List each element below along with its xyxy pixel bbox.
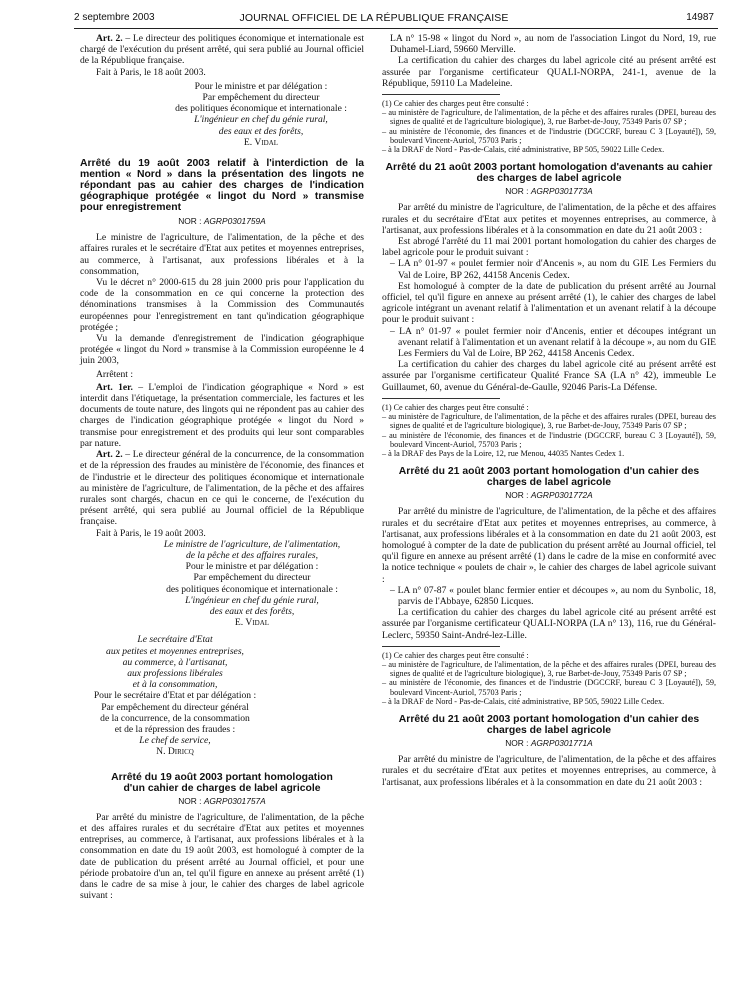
preamble: Par arrêté du ministre de l'agriculture, de l'alimentation, de la pêche et des affaires rurales et du secrétaire d'Etat aux petites et moyennes entreprises, au commerce, à l'artisanat, aux professions libérales et à la consommation en date du 21 août 2003 : [382,202,716,236]
fait-a-paris-2: Fait à Paris, le 19 août 2003. [96,527,206,539]
header-page-number: 14987 [686,12,714,23]
label-list-item: – LA n° 01-97 « poulet fermier noir d'Ancenis, entier et découpes intégrant un avenant relatif à l'alimentation et un avenant relatif à la découpe », au nom du GIE Les Fermiers du Val de Loire, BP 262, 44158 Ancenis Cedex. [390,325,716,360]
preamble: Le ministre de l'agriculture, de l'alimentation, de la pêche et des affaires rurales et le secrétaire d'Etat aux petites et moyennes entreprises, au commerce, à l'artisanat, aux professions libérales et à la consommation, [80,232,364,277]
page-header [0,0,748,32]
arrete-title-lingot-nord: Arrêté du 19 août 2003 relatif à l'interdiction de la mention « Nord » dans la présentation des lingots ne répondant pas au cahier des charges de l'indication géographique protégée « lingot du Nord » transmise pour enregistrement [80,158,364,214]
nor-reference: NOR : AGRP0301759A [178,216,266,227]
certification-paragraph: La certification du cahier des charges du label agricole cité au présent arrêté est assurée par l'organisme certificateur QUALI-NORPA, 241-1, avenue de la République, 59110 La Madeleine. [382,55,716,89]
right-column [382,33,716,788]
signature-block-2: Le ministre de l'agriculture, de l'alimentation, de la pêche et des affaires rurales, Pour le ministre et par délégation : Par empêchement du directeur des politiques économique et internationale : L'ingénieur en chef du génie rural, des eaux et des forêts, E. Vidal [140,539,364,629]
homologation-paragraph: Est homologué à compter de la date de publication du présent arrêté au Journal officiel, tel qu'il figure en annexe au présent arrêté (1), le cahier des charges de label agricole intégrant un avenant relatif à l'alimentation et un avenant relatif à la découpe pour le produit suivant : [382,280,716,326]
signature-block-1: Pour le ministre et par délégation : Par empêchement du directeur des politiques économique et internationale : L'ingénieur en chef du génie rural, des eaux et des forêts, E. Vidal [158,81,364,148]
homologation-paragraph: Par arrêté du ministre de l'agriculture, de l'alimentation, de la pêche et des affaires rurales et du secrétaire d'Etat aux petites et moyennes entreprises, au commerce, à l'artisanat, aux professions libérales et à la consommation en date du 21 août 2003, est homologué à compter de la date de publication du présent arrêté au Journal officiel, tel qu'il figure en annexe au présent arrêté (1) dans le cadre de la mise en conformité avec la notice technique « poulets de chair », le cahier des charges de label agricole suivant : [382,506,716,585]
nor-reference: NOR : AGRP0301771A [505,737,593,748]
footnote: (1) Ce cahier des charges peut être consulté : – au ministère de l'agriculture, de l'alimentation, de la pêche et des affaires rurales (DPEI, bureau des signes de qualité et de l'agriculture biologique), 3, rue Barbet-de-Jouy, 75349 Paris 07 SP ; – au ministère de l'économie, des finances et de l'industrie (DGCCRF, bureau C 3 [Loyauté]), 59, boulevard Vincent-Auriol, 75703 Paris ; – à la DRAF de Nord - Pas-de-Calais, cité administrative, BP 505, 59022 Lille Cedex. [382,650,716,706]
arrete-title-homologation: Arrêté du 21 août 2003 portant homologation d'un cahier des charges de label agricole [398,466,700,489]
signatory-name: N. Diricq [156,746,194,758]
article-2-previous: Art. 2. – Le directeur des politiques économique et internationale est chargé de l'exécution du présent arrêté, qui sera publié au Journal officiel de la République française. [80,33,365,67]
homologation-paragraph: Par arrêté du ministre de l'agriculture, de l'alimentation, de la pêche et des affaires rurales et du secrétaire d'Etat aux petites et moyennes entreprises, au commerce, à l'artisanat, aux professions libérales et à la consommation en date du 19 août 2003, est homologué à compter de la date de publication du présent arrêté au Journal officiel, et pour une période probatoire d'un an, tel qu'il figure en annexe au présent arrêté (1) dans le cadre de sa mise à jour, le cahier des charges de label agricole suivant : [80,811,364,902]
arrete-title-homologation: Arrêté du 19 août 2003 portant homologation d'un cahier de charges de label agricole [111,771,333,794]
nor-reference: NOR : AGRP0301757A [178,795,266,806]
abrogation-paragraph: Est abrogé l'arrêté du 11 mai 2001 portant homologation du cahier des charges de label agricole pour le produit suivant : [382,236,716,259]
header-journal-title: JOURNAL OFFICIEL DE LA RÉPUBLIQUE FRANÇAISE [239,12,509,24]
nor-reference: NOR : AGRP0301773A [505,186,593,197]
certification-paragraph: La certification du cahier des charges du label agricole cité au présent arrêté est assurée par l'organisme certificateur Qualité France SA (LA n° 42), immeuble Le Guillaumet, 60, avenue du Général-de-Gaulle, 92046 Paris-La Défense. [382,359,716,393]
article-1: Art. 1er. – L'emploi de l'indication géographique « Nord » est interdit dans l'étiquetage, la présentation commerciale, les factures et les documents de toute nature, des lingots qui ne répondent pas au cahier des charges de l'indication géographique protégée « lingot du Nord » transmise pour enregistrement et des produits qui leur sont comparables par nature. [80,381,364,449]
fait-a-paris-1: Fait à Paris, le 18 août 2003. [96,66,206,78]
footnote: (1) Ce cahier des charges peut être consulté : – au ministère de l'agriculture, de l'alimentation, de la pêche et des affaires rurales (DPEI, bureau des signes de qualité et de l'agriculture biologique), 3, rue Barbet-de-Jouy, 75349 Paris 07 SP ; – au ministère de l'économie, des finances et de l'industrie (DGCCRF, bureau C 3 [Loyauté]), 59, boulevard Vincent-Auriol, 75703 Paris ; – à la DRAF des Pays de la Loire, 12, rue Menou, 44035 Nantes Cedex 1. [382,402,716,458]
arretent: Arrêtent : [96,368,134,380]
visa-demande: Vu la demande d'enregistrement de l'indication géographique protégée « lingot du Nord » transmise à la Commission européenne le 4 juin 2003, [80,333,364,367]
header-rule [74,28,718,29]
footnote-rule [382,94,500,95]
footnote: (1) Ce cahier des charges peut être consulté : – au ministère de l'agriculture, de l'alimentation, de la pêche et des affaires rurales (DPEI, bureau des signes de qualité et de l'agriculture biologique), 3, rue Barbet-de-Jouy, 75349 Paris 07 SP ; – au ministère de l'économie, des finances et de l'industrie (DGCCRF, bureau C 3 [Loyauté]), 59, boulevard Vincent-Auriol, 75703 Paris ; – à la DRAF de Nord - Pas-de-Calais, cité administrative, BP 505, 59022 Lille Cedex. [382,99,716,155]
left-column [80,33,364,901]
label-list-item: LA n° 15-98 « lingot du Nord », au nom de l'association Lingot du Nord, 19, rue Duhamel-Liard, 59660 Merville. [390,33,716,56]
label-list-item: – LA n° 07-87 « poulet blanc fermier entier et découpes », au nom du Synbolic, 18, parvis de l'Abbaye, 62850 Licques. [390,584,716,607]
nor-reference: NOR : AGRP0301772A [505,490,593,501]
preamble: Par arrêté du ministre de l'agriculture, de l'alimentation, de la pêche et des affaires rurales et du secrétaire d'Etat aux petites et moyennes entreprises, au commerce, à l'artisanat, aux professions libérales et à la consommation en date du 21 août 2003 : [382,754,716,788]
footnote-rule [382,646,500,647]
signatory-name: E. Vidal [243,136,279,148]
article-2: Art. 2. – Le directeur général de la concurrence, de la consommation et de la répression des fraudes au ministère de l'économie, des finances et de l'industrie et le directeur des politiques économique et internationale au ministère de l'agriculture, de l'alimentation, de la pêche et des affaires rurales sont chargés, chacun en ce qui le concerne, de l'exécution du présent arrêté, qui sera publié au Journal officiel de la République française. [80,449,364,528]
signatory-name: E. Vidal [234,617,270,629]
visa-decret: Vu le décret n° 2000-615 du 28 juin 2000 pris pour l'application du code de la consommation en ce qui concerne la protection des dénominations transmises à la Commission des Communautés européennes pour l'enregistrement en tant qu'indication géographique protégée ; [80,277,364,333]
arrete-title-avenants: Arrêté du 21 août 2003 portant homologation d'avenants au cahier des charges de label agricole [385,162,713,185]
footnote-rule [382,398,500,399]
header-date: 2 septembre 2003 [74,12,155,23]
label-list-item: – LA n° 01-97 « poulet fermier noir d'Ancenis », au nom du GIE Les Fermiers du Val de Loire, BP 262, 44158 Ancenis Cedex. [390,258,716,281]
arrete-title-homologation: Arrêté du 21 août 2003 portant homologation d'un cahier des charges de label agricole [398,713,700,736]
certification-paragraph: La certification du cahier des charges du label agricole cité au présent arrêté est assurée par l'organisme certificateur QUALI-NORPA (LA n° 13), 116, rue du Général-Leclerc, 59350 Saint-André-lez-Lille. [382,607,716,641]
signature-block-3: Le secrétaire d'Etat aux petites et moyennes entreprises, au commerce, à l'artisanat, aux professions libérales et à la consommation, Pour le secrétaire d'Etat et par délégation : Par empêchement du directeur général de la concurrence, de la consommation et de la répression des fraudes : Le chef de service, N. Diricq [80,634,270,757]
